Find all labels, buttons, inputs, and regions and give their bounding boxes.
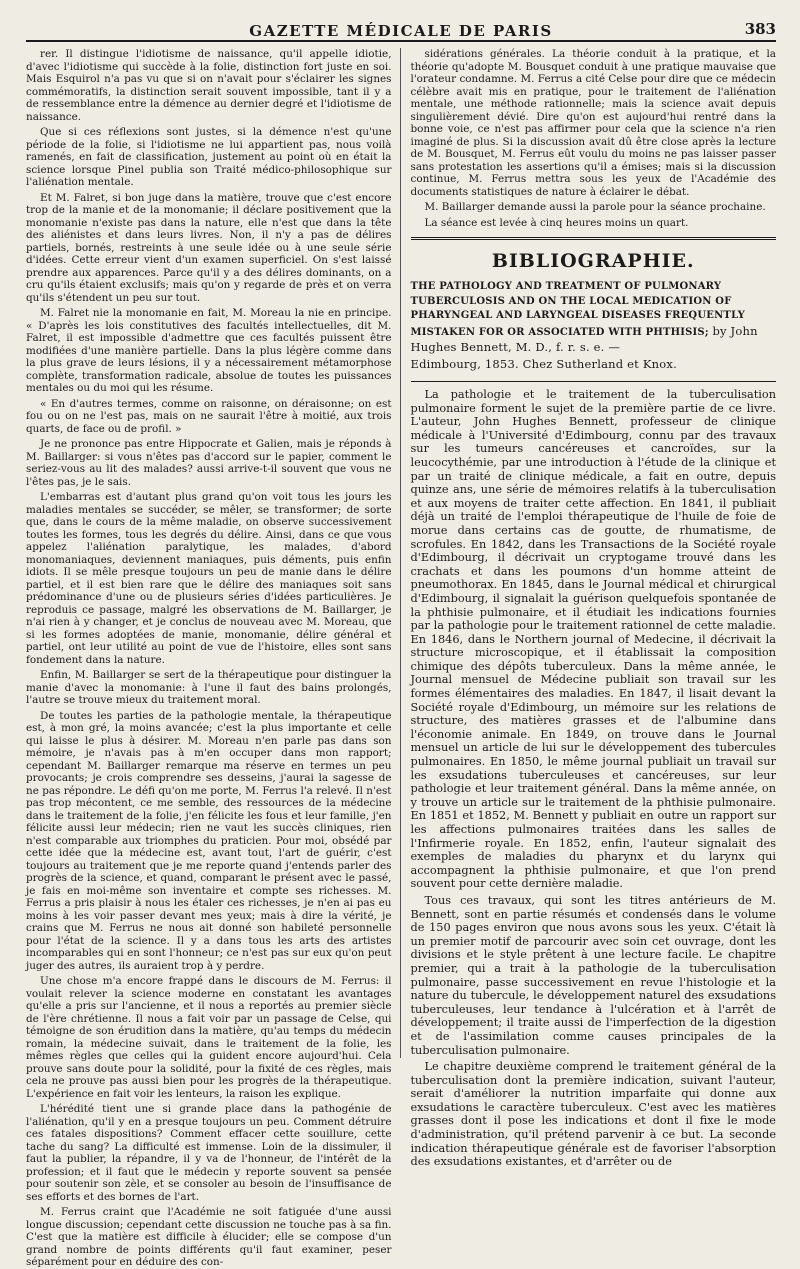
paragraph: Je ne prononce pas entre Hippocrate et Galien, mais je réponds à M. Baillarger: si vous n'êtes pas d'accord sur le papier, comment le seriez-vous au lit des malades? aussi arrive-t-il souvent que vous ne l'êtes pas, je le sais. — [26, 438, 392, 488]
paragraph: Le chapitre deuxième comprend le traitement général de la tuberculisation dont la première indication, suivant l'auteur, serait d'améliorer la nutrition imparfaite qui donne aux exsudations le caractère tuberculeux. C'est avec les matières grasses dont il pose les indications et dont il fixe le mode d'administration, qu'il prétend parvenir à ce but. La seconde indication thérapeutique générale est de favoriser l'absorption des exsudations existantes, et d'arrêter ou de — [410, 1060, 776, 1169]
left-column — [26, 48, 401, 1268]
journal-title: GAZETTE MÉDICALE DE PARIS — [249, 22, 553, 40]
paragraph: Tous ces travaux, qui sont les titres antérieurs de M. Bennett, sont en partie résumés et condensés dans le volume de 150 pages environ que nous avons sous les yeux. C'était là un premier motif de parcourir avec soin cet ouvrage, dont les divisions et le style prêtent à une lecture facile. Le chapitre premier, qui a trait à la pathologie de la tuberculisation pulmonaire, passe successivement en revue l'histologie et la nature du tubercule, le développement naturel des exsudations tuberculeuses, leur tendance à l'ulcération et à l'arrêt de développement; il traite aussi de l'imperfection de la digestion et de l'assimilation comme causes principales de la tuberculisation pulmonaire. — [410, 893, 776, 1057]
paragraph: M. Baillarger demande aussi la parole pour la séance prochaine. — [424, 201, 766, 213]
paragraph: « En d'autres termes, comme on raisonne, on déraisonne; on est fou ou on ne l'est pas, mais on ne saurait l'être à moitié, aux trois quarts, de face ou de profil. » — [26, 397, 392, 435]
reference-imprint: Edimbourg, 1853. Chez Sutherland et Knox. — [410, 356, 677, 371]
paragraph: Enfin, M. Baillarger se sert de la thérapeutique pour distinguer la manie d'avec la monomanie: à l'une il faut des bains prolongés, l'autre se trouve mieux du traitement moral. — [26, 669, 392, 706]
paragraph: La séance est levée à cinq heures moins un quart. — [424, 216, 689, 229]
review-body — [411, 388, 777, 1169]
section-divider — [411, 237, 777, 240]
paragraph: Une chose m'a encore frappé dans le discours de M. Ferrus: il voulait relever la science moderne en constatant les avantages qu'elle a pris sur l'ancienne, et il nous a reportés au premier siècle de l'ère chrétienne. Il nous a fait voir par un passage de Celse, qui témoigne de son érudition dans la matière, qu'au temps du médecin romain, la médecine suivait, dans le traitement de la folie, les mêmes règles que celles qui la guident encore aujourd'hui. Cela prouve sans doute pour la solidité, pour la fixité de ces règles, mais cela ne prouve pas aussi bien pour les progrès de la thérapeutique. L'expérience en fait voir les lenteurs, la raison les explique. — [26, 975, 392, 1100]
right-column — [401, 48, 777, 1169]
reference-author: by John Hughes Bennett, M. D., f. r. s. e. — — [410, 323, 758, 354]
paragraph: sidérations générales. La théorie conduit à la pratique, et la théorie qu'adopte M. Bousquet conduit à une pratique mauvaise que l'orateur condamne. M. Ferrus a cité Celse pour dire que ce médecin célèbre avait mis en pratique, pour le traitement de l'aliénation mentale, une méthode rationnelle; mais la science avait depuis singulièrement dévié. Dire qu'on est aujourd'hui rentré dans la bonne voie, ce n'est pas affirmer pour cela que la science n'a rien imaginé de plus. Si la discussion avait dû être close après la lecture de M. Bousquet, M. Ferrus eût voulu du moins ne pas laisser passer sans protestation les assertions qu'il a émises; mais si la discussion continue, M. Ferrus mettra sous les yeux de l'Académie des documents statistiques de nature à éclairer le débat. — [410, 48, 776, 198]
paragraph: L'hérédité tient une si grande place dans la pathogénie de l'aliénation, qu'il y en a presque toujours un peu. Comment détruire ces fatales dispositions? Comment effacer cette souillure, cette tache du sang? La difficulté est immense. Loin de la dissimuler, il faut la publier, la répandre, il y va de l'honneur, de l'intérêt de la profession; et il faut que le médecin y reporte souvent sa pensée pour soutenir son zèle, et se consoler au besoin de l'insuffisance de ses efforts et des bornes de l'art. — [26, 1103, 392, 1203]
paragraph: rer. Il distingue l'idiotisme de naissance, qu'il appelle idiotie, d'avec l'idiotisme qui succède à la folie, distinction fort juste en soi. Mais Esquirol n'a pas vu que si on n'avait pour s'éclairer les signes commémoratifs, la distinction serait souvent impossible, tant il y a de ressemblance entre la démence au dernier degré et l'idiotisme de naissance. — [26, 48, 392, 123]
page-number: 383 — [744, 20, 776, 38]
running-head — [26, 18, 776, 42]
reference-title: THE PATHOLOGY AND TREATMENT OF PULMONARY TUBERCULOSIS AND ON THE LOCAL MEDICATION OF PHARYNGEAL AND LARYNGEAL DISEASES FREQUENTLY MISTAKEN FOR OR ASSOCIATED WITH PHTHISIS; — [410, 281, 745, 338]
paragraph: L'embarras est d'autant plus grand qu'on voit tous les jours les maladies mentales se succéder, se mêler, se transformer; de sorte que, dans le cours de la même maladie, on observe successivement toutes les formes, tous les degrés du délire. Ainsi, dans ce que vous appelez l'aliénation paralytique, les malades, d'abord monomaniaques, deviennent maniaques, puis déments, puis enfin idiots. Il se mêle presque toujours un peu de manie dans le délire partiel, et il est bien rare que le délire des maniaques soit sans prédominance d'une ou de plusieurs séries d'idées particulières. Je reproduis ce passage, malgré les observations de M. Baillarger, je n'ai rien à y changer, et je conclus de nouveau avec M. Moreau, que si les formes adoptées de manie, monomanie, délire général et partiel, ont leur utilité au point de vue de l'histoire, elles sont sans fondement dans la nature. — [26, 491, 392, 666]
paragraph: La pathologie et le traitement de la tuberculisation pulmonaire forment le sujet de la première partie de ce livre. L'auteur, John Hughes Bennett, professeur de clinique médicale à l'Université d'Edimbourg, connu par des travaux sur les tumeurs cancéreuses et cancroïdes, sur la leucocythémie, par une introduction à l'étude de la clinique et par un traité de clinique médicale, a fait en outre, depuis quinze ans, une série de mémoires relatifs à la tuberculisation et aux moyens de traiter cette affection. En 1841, il publiait déjà un traité de l'emploi thérapeutique de l'huile de foie de morue dans certains cas de goutte, de rhumatisme, de scrofules. En 1842, dans les Transactions de la Société royale d'Edimbourg, il décrivait un cryptogame trouvé dans les crachats et dans les poumons d'un homme atteint de pneumothorax. En 1845, dans le Journal médical et chirurgical d'Edimbourg, il signalait la guérison quelquefois spontanée de la phthisie pulmonaire, et il étudiait les indications fournies par la pathologie pour le traitement rationnel de cette maladie. En 1846, dans le Northern journal of Medecine, il décrivait la structure microscopique, et il établissait la composition chimique des dépôts tuberculeux. Dans la même année, le Journal mensuel de Médecine publiait son travail sur les formes élémentaires des maladies. En 1847, il lisait devant la Société royale d'Edimbourg, un mémoire sur les relations de structure, des matières grasses et de l'albumine dans l'économie animale. En 1849, on trouve dans le Journal mensuel un article de lui sur le développement des tubercules pulmonaires. En 1850, le même journal publiait un travail sur les exsudations tuberculeuses et cancéreuses, sur leur pathologie et leur traitement général. Dans la même année, on y trouve un article sur le traitement de la phthisie pulmonaire. En 1851 et 1852, M. Bennett y publiait en outre un rapport sur les affections pulmonaires traitées dans les salles de l'Infirmerie royale. En 1852, enfin, l'auteur signalait des exemples de maladies du pharynx et du larynx qui accompagnent la phthisie pulmonaire, et que l'on prend souvent pour cette dernière maladie. — [410, 388, 776, 891]
columns — [26, 48, 776, 1268]
paragraph: De toutes les parties de la pathologie mentale, la thérapeutique est, à mon gré, la moins avancée; c'est la plus importante et celle qui laisse le plus à désirer. M. Moreau n'en parle pas dans son mémoire, je n'avais pas à m'en occuper dans mon rapport; cependant M. Baillarger remarque ma réserve en termes un peu provocants; je crois comprendre ses desseins, j'aurai la sagesse de ne pas répondre. Le défi qu'on me porte, M. Ferrus l'a relevé. Il n'est pas trop mécontent, ce me semble, des ressources de la médecine dans le traitement de la folie, j'en félicite les fous et leur famille, j'en félicite aussi leur médecin; rien ne vaut les succès cliniques, rien n'est comparable aux triomphes du praticien. Pour moi, obsédé par cette idée que la médecine est, avant tout, l'art de guérir, c'est toujours au traitement que je me reporte quand j'entends parler des progrès de la science, et quand, comparant le présent avec le passé, je fais en moi-même son inventaire et compte ses richesses. M. Ferrus a pris plaisir à nous les étaler ces richesses, je n'en ai pas eu moins à les voir passer devant mes yeux; mais à dire la vérité, je crains que M. Ferrus ne nous ait donné son habileté personnelle pour l'état de la science. Il y a dans tous les arts des artistes incomparables qui en sont l'honneur; ce n'est pas sur eux qu'on peut juger des autres, ils auraient trop à y perdre. — [26, 709, 392, 972]
paragraph: Et M. Falret, si bon juge dans la matière, trouve que c'est encore trop de la manie et de la monomanie; il déclare positivement que la monomanie n'existe pas dans la nature, elle n'est que dans la tête des aliénistes et dans leurs livres. Non, il n'y a pas de délires partiels, bornés, restreints à une seule idée ou à une seule série d'idées. Cette erreur vient d'un examen superficiel. On s'est laissé prendre aux apparences. Parce qu'il y a des délires dominants, on a cru qu'ils étaient exclusifs; mais qu'on y regarde de près et on verra qu'ils s'étendent un peu sur tout. — [26, 191, 392, 304]
paragraph: Que si ces réflexions sont justes, si la démence n'est qu'une période de la folie, si l'idiotisme ne lui appartient pas, nous voilà ramenés, en fait de classification, justement au point où en était la science lorsque Pinel publia son Traité médico-philosophique sur l'aliénation mentale. — [26, 126, 392, 188]
reference-rule — [411, 381, 777, 382]
section-title: BIBLIOGRAPHIE. — [491, 250, 695, 272]
paragraph: M. Ferrus craint que l'Académie ne soit fatiguée d'une aussi longue discussion; cependant cette discussion ne touche pas à sa fin. C'est que la matière est difficile à élucider; elle se compose d'un grand nombre de points différents qu'il faut examiner, peser séparément pour en déduire des con- — [26, 1206, 392, 1268]
bibliographic-reference — [411, 280, 777, 373]
paragraph: M. Falret nie la monomanie en fait, M. Moreau la nie en principe. « D'après les lois constitutives des facultés intellectuelles, dit M. Falret, il est impossible d'admettre que ces facultés puissent être modifiées d'une manière partielle. Dans la plus légère comme dans la plus grave de leurs lésions, il y a nécessairement métamorphose complète, transformation radicale, absolue de toutes les puissances mentales ou du moi qui les résume. — [26, 307, 392, 394]
